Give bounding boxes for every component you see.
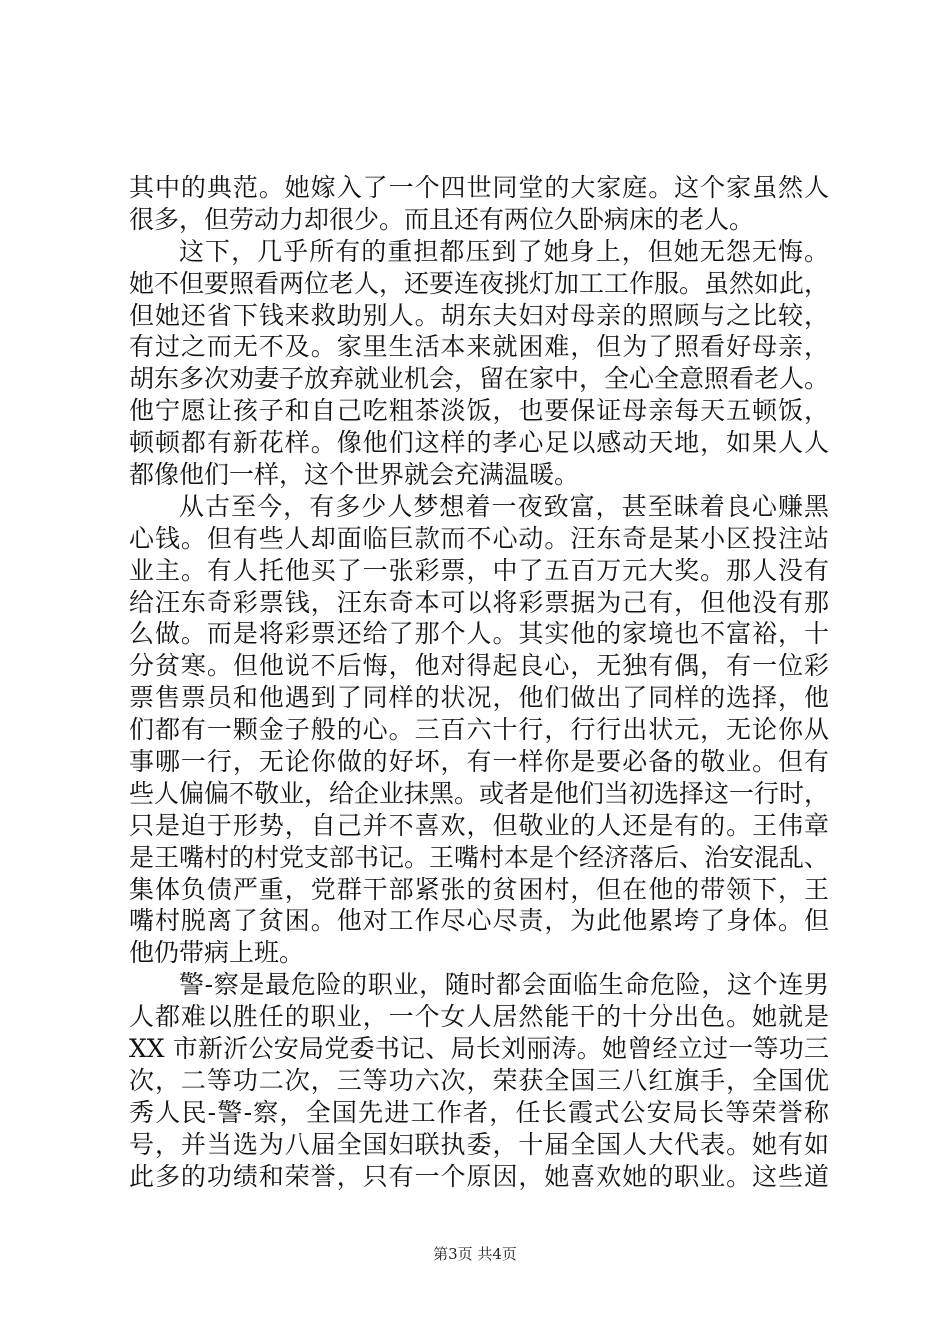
text-line: 只是迫于形势，自己并不喜欢，但敬业的人还是有的。王伟章 bbox=[129, 810, 829, 840]
text-line: 这下，几乎所有的重担都压到了她身上，但她无怨无悔。 bbox=[179, 236, 829, 266]
text-line: 都像他们一样，这个世界就会充满温暖。 bbox=[129, 460, 580, 490]
text-line: 从古至今，有多少人梦想着一夜致富，甚至昧着良心赚黑 bbox=[179, 491, 829, 521]
text-line: 集体负债严重，党群干部紧张的贫困村，但在他的带领下，王 bbox=[129, 874, 829, 904]
text-line: 分贫寒。但他说不后悔，他对得起良心，无独有偶，有一位彩 bbox=[129, 651, 829, 681]
text-line: 业主。有人托他买了一张彩票，中了五百万元大奖。那人没有 bbox=[129, 555, 829, 585]
text-line: 票售票员和他遇到了同样的状况，他们做出了同样的选择，他 bbox=[129, 683, 829, 713]
document-body bbox=[129, 172, 829, 1193]
text-line: 但她还省下钱来救助别人。胡东夫妇对母亲的照顾与之比较， bbox=[129, 300, 829, 330]
text-line: 胡东多次劝妻子放弃就业机会，留在家中，全心全意照看老人。 bbox=[129, 364, 829, 394]
text-line: 秀人民-警-察，全国先进工作者，任长霞式公安局长等荣誉称 bbox=[129, 1097, 829, 1127]
text-line: 警-察是最危险的职业，随时都会面临生命危险，这个连男 bbox=[179, 970, 829, 1000]
text-line: 些人偏偏不敬业，给企业抹黑。或者是他们当初选择这一行时， bbox=[129, 778, 829, 808]
text-line: 们都有一颗金子般的心。三百六十行，行行出状元，无论你从 bbox=[129, 715, 829, 745]
text-line: 给汪东奇彩票钱，汪东奇本可以将彩票据为己有，但他没有那 bbox=[129, 587, 829, 617]
text-line: 心钱。但有些人却面临巨款而不心动。汪东奇是某小区投注站 bbox=[129, 523, 829, 553]
text-line: 有过之而无不及。家里生活本来就困难，但为了照看好母亲， bbox=[129, 332, 829, 362]
text-line: XX 市新沂公安局党委书记、局长刘丽涛。她曾经立过一等功三 bbox=[129, 1034, 829, 1064]
page-number: 第3页 共4页 bbox=[433, 1245, 517, 1263]
text-line: 她不但要照看两位老人，还要连夜挑灯加工工作服。虽然如此， bbox=[129, 268, 829, 298]
text-line: 此多的功绩和荣誉，只有一个原因，她喜欢她的职业。这些道 bbox=[129, 1161, 829, 1191]
text-line: 嘴村脱离了贫困。他对工作尽心尽责，为此他累垮了身体。但 bbox=[129, 906, 829, 936]
text-line: 他仍带病上班。 bbox=[129, 938, 305, 968]
text-line: 次，二等功二次，三等功六次，荣获全国三八红旗手，全国优 bbox=[129, 1065, 829, 1095]
text-line: 人都难以胜任的职业，一个女人居然能干的十分出色。她就是 bbox=[129, 1002, 829, 1032]
text-line: 其中的典范。她嫁入了一个四世同堂的大家庭。这个家虽然人 bbox=[129, 173, 829, 202]
text-line: 很多，但劳动力却很少。而且还有两位久卧病床的老人。 bbox=[129, 204, 755, 234]
text-line: 号，并当选为八届全国妇联执委，十届全国人大代表。她有如 bbox=[129, 1129, 829, 1159]
text-line: 他宁愿让孩子和自己吃粗茶淡饭，也要保证母亲每天五顿饭， bbox=[129, 396, 829, 426]
text-line: 么做。而是将彩票还给了那个人。其实他的家境也不富裕，十 bbox=[129, 619, 829, 649]
text-line: 是王嘴村的村党支部书记。王嘴村本是个经济落后、治安混乱、 bbox=[129, 842, 829, 872]
text-line: 顿顿都有新花样。像他们这样的孝心足以感动天地，如果人人 bbox=[129, 428, 829, 458]
text-line: 事哪一行，无论你做的好坏，有一样你是要必备的敬业。但有 bbox=[129, 747, 829, 777]
